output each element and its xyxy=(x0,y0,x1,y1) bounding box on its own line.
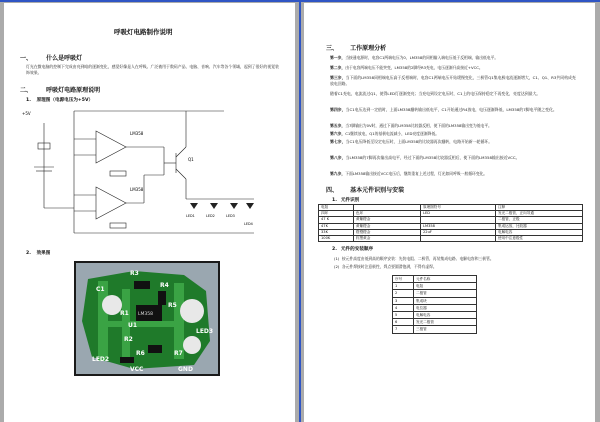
sec2-num: 二、 xyxy=(20,87,33,94)
sec3-num: 三、 xyxy=(326,45,339,52)
sub2-heading xyxy=(26,250,50,256)
component-table xyxy=(318,204,583,242)
order-header-row: 序号 元件名称 xyxy=(393,276,477,283)
page-left xyxy=(4,3,295,422)
pcb-label-c1: C1 xyxy=(96,286,105,293)
pcb-label-vcc: VCC xyxy=(130,366,144,373)
order-row: 6 发光二极管 xyxy=(393,319,477,326)
order-row: 4 电位器 xyxy=(393,304,477,311)
step-5: 第五步，当7脚输出为0V时，通过下面的LM358比较器反相，使下面的LM358输出变为低电平。 xyxy=(330,123,492,128)
table-row: 47K 黄紫橙金 LM358 集成运放，比较器 xyxy=(319,223,583,229)
sec1-title: 什么是呼吸灯 xyxy=(46,55,83,62)
pcb-label-r3: R3 xyxy=(130,270,139,277)
sub1-num: 1. xyxy=(26,98,31,103)
sec1-num: 一、 xyxy=(20,55,33,62)
sec4-heading xyxy=(326,185,404,194)
sub1-title: 原理图（电源电压为+5V） xyxy=(36,98,94,103)
table-row: 47 K 黄紫橙金 二极管，正极 xyxy=(319,217,583,223)
sec4-title: 基本元件识别与安装 xyxy=(350,187,405,194)
step-8: 第八步，当LM358的7脚再次输出高电平，经过下面的LM358比较器反相后，使下面的LM358输出接近VCC。 xyxy=(330,155,520,160)
led4-label: LED4 xyxy=(244,222,253,226)
chip2-label: LM358 xyxy=(130,187,144,192)
sub2-title: 效果图 xyxy=(36,251,51,256)
sec2-heading xyxy=(20,85,100,94)
sec4-num: 四、 xyxy=(326,187,339,194)
step-1: 第一步，当接通电源时，电容C1两端电压为0，LM358的同相输入端电压低于反相端，输出低电平。 xyxy=(330,55,499,60)
pcb-label-r7: R7 xyxy=(174,350,183,357)
sec2-title: 呼吸灯电路原理说明 xyxy=(46,87,101,94)
pcb-label-led2: LED2 xyxy=(92,356,110,363)
sec1-heading xyxy=(20,53,82,62)
led1-label: LED1 xyxy=(186,214,195,218)
step-6: 第六步，C1继续放电，Q1的基极电流减小，LED亮度逐渐降低。 xyxy=(330,131,440,136)
order-row: 7 三极管 xyxy=(393,326,477,333)
pcb-label-r6: R6 xyxy=(136,350,145,357)
page-gap xyxy=(299,0,301,422)
install-step-1: (1) 按元件高度由低到高的顺序安装：先装电阻、二极管，再装集成电路、电解电容和三极管。 xyxy=(334,256,494,261)
led3-label: LED3 xyxy=(226,214,235,218)
order-row: 2 二极管 xyxy=(393,290,477,297)
order-row: 3 集成块 xyxy=(393,297,477,304)
install-step-2: (2) 各元件焊接时注意极性，焊点要圆滑饱满，不得有虚焊。 xyxy=(334,264,437,269)
order-row: 5 电解电容 xyxy=(393,311,477,318)
sec3-heading xyxy=(326,43,386,52)
pcb-ic-label: LM358 xyxy=(138,312,153,317)
step-7: 第七步，当C1电压降低至设定电压时，上面LM358的比较器再次翻转，电路开始新一轮循环。 xyxy=(330,139,493,144)
table-row: 33K 橙橙橙金 22uF 电解电容 xyxy=(319,229,583,235)
sub42-heading: 2. 元件的安装顺序 xyxy=(332,247,374,252)
pcb-label-u1: U1 xyxy=(128,322,138,329)
step-2: 第二步，由于电容两端电压不能突变，LM358的2脚经R3充电，电压逐渐升高接近+VCC。 xyxy=(330,65,483,70)
step-4: 第四步，当C1电压达到一定值时，上面LM358翻转输出低电平，C1开始通过R4放电，电压逐渐降低，LM358的7脚电平随之变化。 xyxy=(330,107,557,112)
order-row: 1 电阻 xyxy=(393,283,477,290)
sub41-heading: 1. 元件识别 xyxy=(332,198,360,203)
pcb-label-r5: R5 xyxy=(168,302,177,309)
table-row: 四环 色环 LED 发光二极管，正向导通 xyxy=(319,211,583,217)
pcb-label-r4: R4 xyxy=(160,282,169,289)
pcb-label-r2: R2 xyxy=(124,336,133,343)
page-right xyxy=(304,3,595,422)
chip1-label: LM358 xyxy=(130,131,144,136)
table-header-row: 电阻 原理图符号 注释 xyxy=(319,205,583,211)
led2-label: LED2 xyxy=(206,214,215,218)
sec1-body: 灯光在微电脑的控制下完成由亮到暗的逐渐变化，感觉好像是人在呼吸。广泛被用于数码产品、电脑、音响、汽车等各个领域，起到了很好的视觉装饰效果。 xyxy=(26,64,279,75)
step-3b: 随着C1充电，电流流过Q1，使得LED灯逐渐变亮；当充电到设定电压时，C1上的电压保持稳定不再变化，亮度达到最大。 xyxy=(330,91,541,96)
pcb-label-r1: R1 xyxy=(120,310,129,317)
sub2-num: 2. xyxy=(26,251,31,256)
table-row: 100K 棕黑黄金 使用中注意极性 xyxy=(319,235,583,241)
install-order-table xyxy=(392,275,477,334)
step-9: 第九步，下面LM358输出接近VCC电压后，继续重复上述过程，灯光如同呼吸一般循环变化。 xyxy=(330,171,488,176)
doc-title: 呼吸灯电路制作说明 xyxy=(114,28,173,36)
vcc-label: +5V xyxy=(22,111,31,116)
pcb-photo xyxy=(74,261,220,376)
sec3-title: 工作原理分析 xyxy=(350,45,387,52)
step-3: 第三步，当下面的LM358同相端电压高于反相端时，电容C1两端电压开始缓慢变化，三极管Q1集电极电流逐渐增大，C1、Q1、R3共同构成充放电回路。 xyxy=(330,75,576,86)
pcb-label-led3: LED3 xyxy=(196,328,214,335)
pcb-label-gnd: GND xyxy=(178,366,193,373)
q1-label: Q1 xyxy=(188,157,194,162)
schematic-diagram xyxy=(14,103,274,239)
